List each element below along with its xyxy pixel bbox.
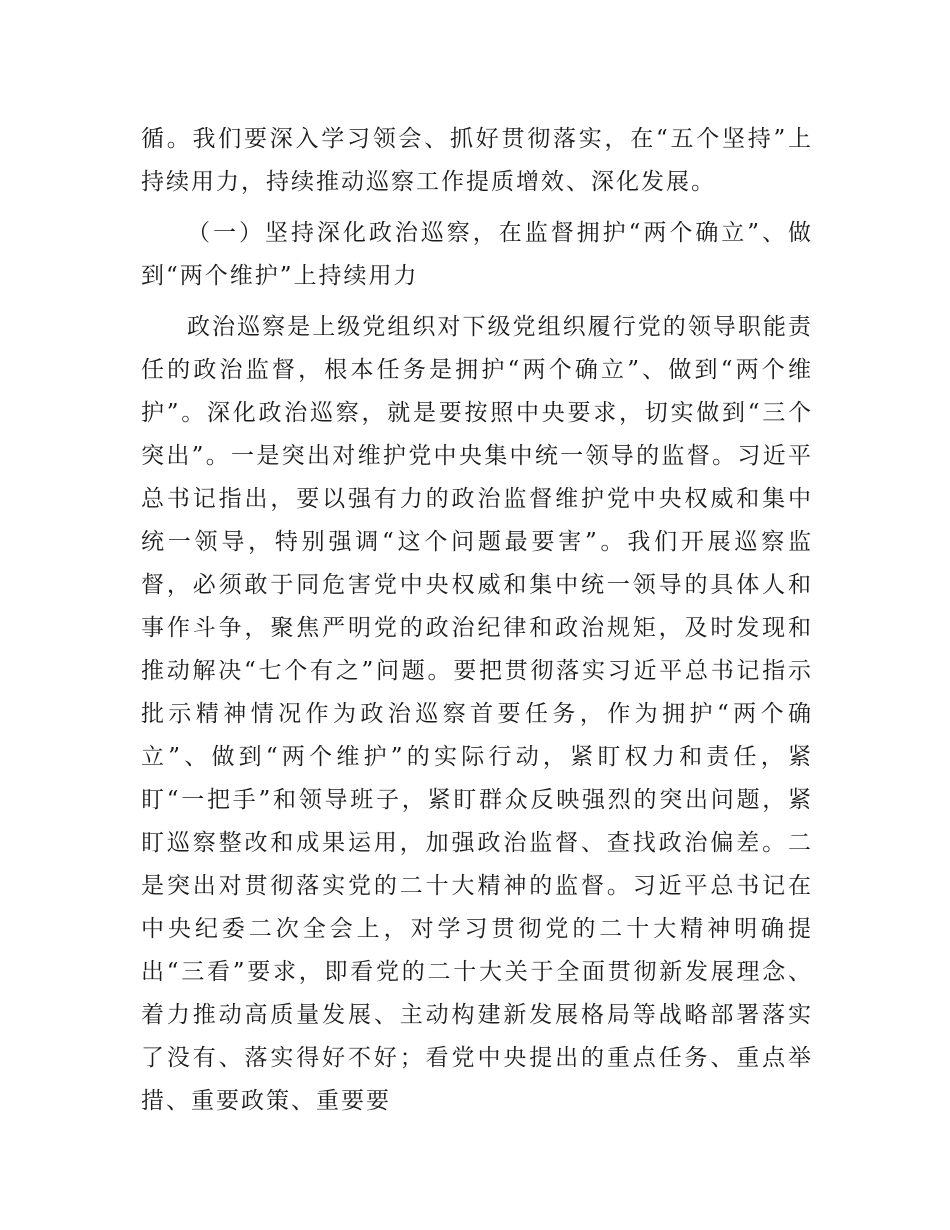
paragraph-continuation: 循。我们要深入学习领会、抓好贯彻落实，在“五个坚持”上持续用力，持续推动巡察工作提质增效、深化发展。 [141, 126, 813, 195]
document-body [141, 118, 813, 1123]
section-heading: （一）坚持深化政治巡察，在监督拥护“两个确立”、做到“两个维护”上持续用力 [141, 220, 813, 289]
paragraph-body: 政治巡察是上级党组织对下级党组织履行党的领导职能责任的政治监督，根本任务是拥护“两个确立”、做到“两个维护”。深化政治巡察，就是要按照中央要求，切实做到“三个突出”。一是突出对维护党中央集中统一领导的监督。习近平总书记指出，要以强有力的政治监督维护党中央权威和集中统一领导，特别强调“这个问题最要害”。我们开展巡察监督，必须敢于同危害党中央权威和集中统一领导的具体人和事作斗争，聚焦严明党的政治纪律和政治规矩，及时发现和推动解决“七个有之”问题。要把贯彻落实习近平总书记指示批示精神情况作为政治巡察首要任务，作为拥护“两个确立”、做到“两个维护”的实际行动，紧盯权力和责任，紧盯“一把手”和领导班子，紧盯群众反映强烈的突出问题，紧盯巡察整改和成果运用，加强政治监督、查找政治偏差。二是突出对贯彻落实党的二十大精神的监督。习近平总书记在中央纪委二次全会上，对学习贯彻党的二十大精神明确提出“三看”要求，即看党的二十大关于全面贯彻新发展理念、着力推动高质量发展、主动构建新发展格局等战略部署落实了没有、落实得好不好；看党中央提出的重点任务、重点举措、重要政策、重要要 [141, 314, 813, 1114]
